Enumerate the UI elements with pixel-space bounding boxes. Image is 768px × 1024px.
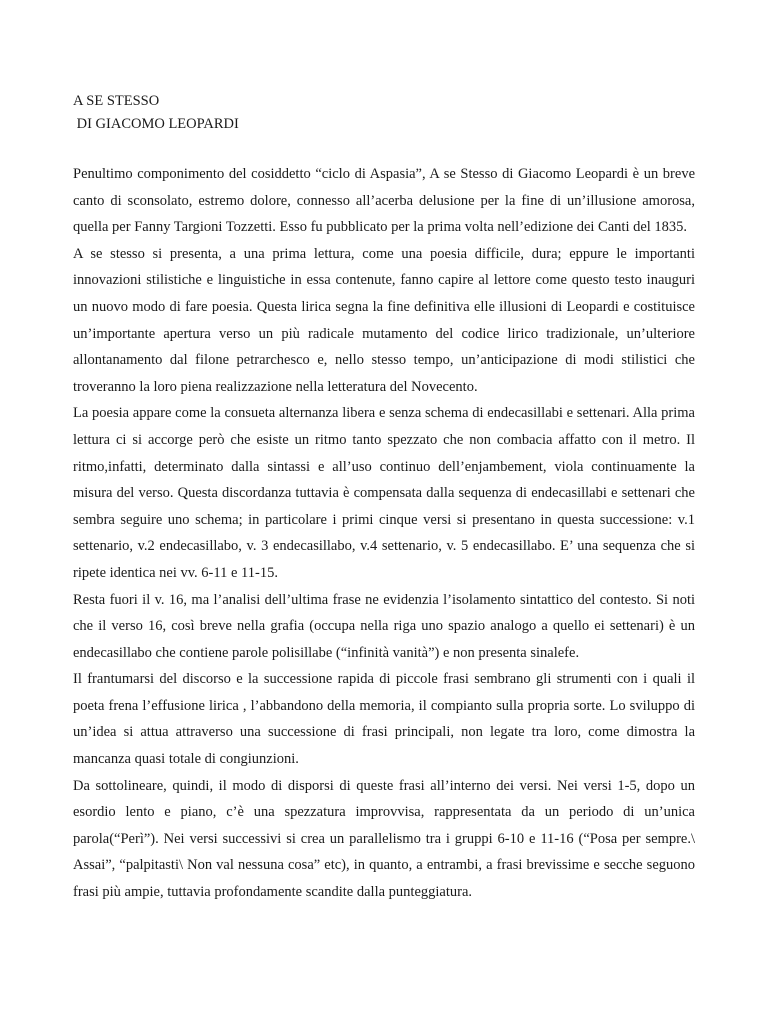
spacer (73, 136, 695, 161)
paragraph: Il frantumarsi del discorso e la successione rapida di piccole frasi sembrano gli strumenti con i quali il poeta frena l’effusione lirica , l’abbandono della memoria, il compianto sulla propria sorte. Lo sviluppo di un’idea si attua attraverso una successione di frasi principali, non legate tra loro, come dimostra la mancanza quasi totale di congiunzioni. (73, 671, 695, 768)
document-page (73, 90, 695, 906)
paragraph: La poesia appare come la consueta alternanza libera e senza schema di endecasillabi e settenari. Alla prima lettura ci si accorge però che esiste un ritmo tanto spezzato che non combacia affatto con il metro. Il ritmo,infatti, determinato dalla sintassi e all’uso continuo dell’enjambement, viola continuamente la misura del verso. Questa discordanza tuttavia è compensata dalla sequenza di endecasillabi e settenari che sembra seguire uno schema; in particolare i primi cinque versi si presentano in questa successione: v.1 settenario, v.2 endecasillabo, v. 3 endecasillabo, v.4 settenario, v. 5 endecasillabo. E’ una sequenza che si ripete identica nei vv. 6-11 e 11-15. (73, 405, 695, 581)
title-line-1: A SE STESSO (73, 93, 160, 109)
paragraph: A se stesso si presenta, a una prima lettura, come una poesia difficile, dura; eppure le importanti innovazioni stilistiche e linguistiche in essa contenute, fanno capire al lettore come questo testo inauguri un nuovo modo di fare poesia. Questa lirica segna la fine definitiva elle illusioni di Leopardi e costituisce un’importante apertura verso un più radicale mutamento del codice lirico tradizionale, un’ulteriore allontanamento dal filone petrarchesco e, nello stesso tempo, un’anticipazione di modi stilistici che troveranno la loro piena realizzazione nella letteratura del Novecento. (73, 245, 695, 395)
title-line-2: DI GIACOMO LEOPARDI (73, 116, 239, 132)
paragraph: Da sottolineare, quindi, il modo di disporsi di queste frasi all’interno dei versi. Nei versi 1-5, dopo un esordio lento e piano, c’è una spezzatura improvvisa, rappresentata da un periodo di un’unica parola(“Perì”). Nei versi successivi si crea un parallelismo tra i gruppi 6-10 e 11-16 (“Posa per sempre.\ Assai”, “palpitasti\ Non val nessuna cosa” etc), in quanto, a entrambi, a frasi brevissime e secche seguono frasi più ampie, tuttavia profondamente scandite dalla punteggiatura. (73, 777, 695, 901)
paragraph: Resta fuori il v. 16, ma l’analisi dell’ultima frase ne evidenzia l’isolamento sintattico del contesto. Si noti che il verso 16, così breve nella grafia (occupa nella riga uno spazio analogo a quello ei settenari) è un endecasillabo che contiene parole polisillabe (“infinità vanità”) e non presenta sinalefe. (73, 591, 695, 661)
paragraph: Penultimo componimento del cosiddetto “ciclo di Aspasia”, A se Stesso di Giacomo Leopardi è un breve canto di sconsolato, estremo dolore, connesso all’acerba delusione per la fine di un’illusione amorosa, quella per Fanny Targioni Tozzetti. Esso fu pubblicato per la prima volta nell’edizione dei Canti del 1835. (73, 166, 695, 236)
document-title (73, 90, 695, 136)
document-body (73, 161, 695, 906)
